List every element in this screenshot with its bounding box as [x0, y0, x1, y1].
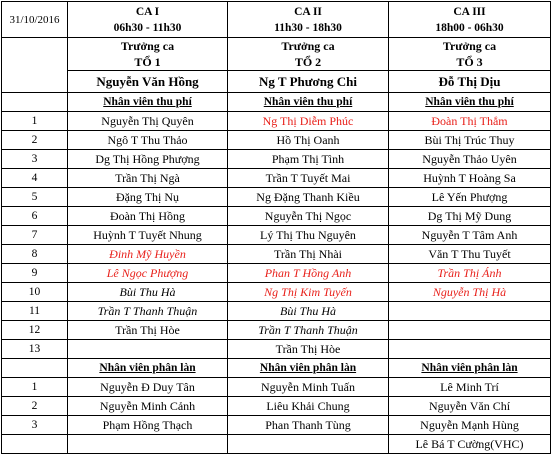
staff-cell: Trần T Thanh Thuận	[228, 321, 389, 340]
staff-cell: Phan Thanh Tùng	[228, 416, 389, 435]
table-row	[2, 169, 551, 188]
staff-cell: Đặng Thị Nụ	[68, 188, 228, 207]
table-row	[2, 150, 551, 169]
staff-cell: Nguyễn Mạnh Hùng	[389, 416, 551, 435]
staff-cell: Trần Thị Ngà	[68, 169, 228, 188]
row-index: 3	[2, 150, 68, 169]
shift-2-header	[228, 2, 389, 38]
shift-1-name: CA I	[135, 5, 160, 18]
blank-cell	[2, 38, 68, 71]
row-index: 4	[2, 169, 68, 188]
staff-cell: Văn T Thu Tuyết	[389, 245, 551, 264]
staff-cell: Trần Thị Nhài	[228, 245, 389, 264]
table-row	[2, 340, 551, 359]
blank-cell	[2, 93, 68, 112]
staff-cell: Nguyễn Đ Duy Tân	[68, 378, 228, 397]
staff-cell	[389, 321, 551, 340]
toll-title-1: Nhân viên thu phí	[68, 93, 228, 112]
leader-title: Trưởng ca	[442, 39, 497, 53]
leader-title: Trưởng ca	[281, 39, 335, 53]
table-row	[2, 188, 551, 207]
staff-cell: Lý Thị Thu Nguyên	[228, 226, 389, 245]
team-1-leader-label	[68, 38, 228, 71]
date-cell	[2, 2, 68, 38]
shift-2-time: 11h30 - 18h30	[274, 21, 342, 34]
staff-cell: Đinh Mỹ Huyền	[68, 245, 228, 264]
leader-name-row	[2, 71, 551, 93]
table-row	[2, 112, 551, 131]
staff-cell: Nguyễn Minh Cảnh	[68, 397, 228, 416]
team-name: TỔ 3	[456, 55, 483, 69]
staff-cell	[228, 435, 389, 454]
leader-title: Trưởng ca	[120, 39, 175, 53]
table-row	[2, 416, 551, 435]
team-name: TỔ 1	[134, 55, 161, 69]
staff-cell: Ngô T Thu Thảo	[68, 131, 228, 150]
table-row	[2, 226, 551, 245]
shift-2-name: CA II	[294, 5, 322, 18]
table-row	[2, 321, 551, 340]
toll-title-3: Nhân viên thu phí	[389, 93, 551, 112]
row-index: 12	[2, 321, 68, 340]
team-2-leader-label	[228, 38, 389, 71]
blank-cell	[2, 71, 68, 93]
staff-cell: Lê Ngọc Phượng	[68, 264, 228, 283]
shift-3-header	[389, 2, 551, 38]
staff-cell: Bùi Thị Trúc Thuy	[389, 131, 551, 150]
blank-cell	[2, 359, 68, 378]
staff-cell: Bùi Thu Hà	[228, 302, 389, 321]
team-1-leader-name: Nguyễn Văn Hồng	[68, 71, 228, 93]
staff-cell: Nguyễn Văn Chí	[389, 397, 551, 416]
staff-cell: Nguyễn Thảo Uyên	[389, 150, 551, 169]
date-text: 31/10/2016	[9, 13, 60, 26]
staff-cell: Trần Thị Ánh	[389, 264, 551, 283]
staff-cell: Lê Bá T Cường(VHC)	[389, 435, 551, 454]
staff-cell: Phạm Thị Tình	[228, 150, 389, 169]
table-row	[2, 283, 551, 302]
table-row	[2, 397, 551, 416]
row-index: 9	[2, 264, 68, 283]
shift-1-header	[68, 2, 228, 38]
staff-cell: Nguyễn Thị Hà	[389, 283, 551, 302]
staff-cell: Trần T Thanh Thuận	[68, 302, 228, 321]
shift-roster-table	[1, 1, 551, 454]
row-index: 1	[2, 112, 68, 131]
row-index: 10	[2, 283, 68, 302]
team-name: TỔ 2	[294, 55, 322, 69]
staff-cell: Trần T Tuyết Mai	[228, 169, 389, 188]
table-row	[2, 435, 551, 454]
lane-section-header	[2, 359, 551, 378]
staff-cell: Trần Thị Hòe	[68, 321, 228, 340]
staff-cell: Bùi Thu Hà	[68, 283, 228, 302]
shift-1-time: 06h30 - 11h30	[113, 21, 182, 34]
lane-title-1: Nhân viên phân làn	[68, 359, 228, 378]
staff-cell: Dg Thị Mỹ Dung	[389, 207, 551, 226]
row-index: 8	[2, 245, 68, 264]
row-index: 3	[2, 416, 68, 435]
staff-cell: Huỳnh T Tuyết Nhung	[68, 226, 228, 245]
staff-cell: Huỳnh T Hoàng Sa	[389, 169, 551, 188]
shift-3-name: CA III	[453, 5, 486, 18]
staff-cell	[389, 302, 551, 321]
table-row	[2, 207, 551, 226]
row-index: 11	[2, 302, 68, 321]
row-index: 6	[2, 207, 68, 226]
staff-cell	[68, 435, 228, 454]
leader-label-row	[2, 38, 551, 71]
staff-cell: Dg Thị Hồng Phượng	[68, 150, 228, 169]
staff-cell: Phan T Hồng Anh	[228, 264, 389, 283]
shift-3-time: 18h00 - 06h30	[435, 21, 504, 34]
staff-cell: Ng Thị Diễm Phúc	[228, 112, 389, 131]
shift-header-row	[2, 2, 551, 38]
team-3-leader-name: Đỗ Thị Dịu	[389, 71, 551, 93]
table-row	[2, 264, 551, 283]
table-row	[2, 245, 551, 264]
lane-title-3: Nhân viên phân làn	[389, 359, 551, 378]
row-index: 2	[2, 131, 68, 150]
staff-cell: Lê Yến Phượng	[389, 188, 551, 207]
table-row	[2, 131, 551, 150]
table-row	[2, 378, 551, 397]
staff-cell: Nguyễn Thị Quyên	[68, 112, 228, 131]
roster-sheet	[1, 1, 551, 454]
staff-cell	[389, 340, 551, 359]
staff-cell: Đoàn Thị Hồng	[68, 207, 228, 226]
staff-cell: Nguyễn Thị Ngọc	[228, 207, 389, 226]
lane-title-2: Nhân viên phân làn	[228, 359, 389, 378]
staff-cell: Nguyễn T Tâm Anh	[389, 226, 551, 245]
staff-cell: Lê Minh Trí	[389, 378, 551, 397]
toll-title-2: Nhân viên thu phí	[228, 93, 389, 112]
team-3-leader-label	[389, 38, 551, 71]
staff-cell: Ng Đặng Thanh Kiều	[228, 188, 389, 207]
row-index: 5	[2, 188, 68, 207]
toll-section-header	[2, 93, 551, 112]
row-index: 1	[2, 378, 68, 397]
staff-cell: Phạm Hồng Thạch	[68, 416, 228, 435]
staff-cell: Nguyễn Minh Tuấn	[228, 378, 389, 397]
team-2-leader-name: Ng T Phương Chi	[228, 71, 389, 93]
table-row	[2, 302, 551, 321]
staff-cell: Liêu Khải Chung	[228, 397, 389, 416]
staff-cell: Hồ Thị Oanh	[228, 131, 389, 150]
row-index	[2, 435, 68, 454]
staff-cell: Ng Thị Kim Tuyến	[228, 283, 389, 302]
row-index: 13	[2, 340, 68, 359]
row-index: 2	[2, 397, 68, 416]
staff-cell: Trần Thị Hòe	[228, 340, 389, 359]
row-index: 7	[2, 226, 68, 245]
staff-cell	[68, 340, 228, 359]
staff-cell: Đoàn Thị Thắm	[389, 112, 551, 131]
